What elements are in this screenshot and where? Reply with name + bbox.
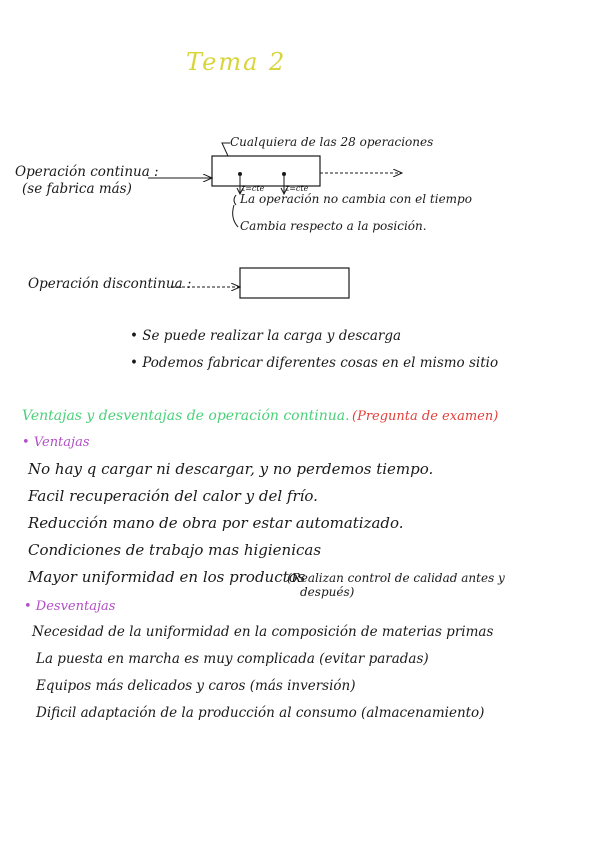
tick-label-2: t=cte bbox=[286, 184, 309, 193]
point-1 bbox=[238, 172, 242, 176]
note-time-invariant: La operación no cambia con el tiempo bbox=[240, 192, 472, 206]
advantage-item: Mayor uniformidad en los productos bbox=[28, 568, 306, 586]
any-operation-label: Cualquiera de las 28 operaciones bbox=[230, 135, 434, 149]
continuous-operation-label: Operación continua : bbox=[15, 164, 159, 180]
discontinuous-operation-box bbox=[240, 268, 349, 298]
disadvantage-item: Necesidad de la uniformidad en la composición de materias primas bbox=[32, 624, 494, 640]
point-2 bbox=[282, 172, 286, 176]
pointer-any-operation bbox=[222, 143, 230, 156]
disadvantages-label: • Desventajas bbox=[24, 599, 116, 614]
continuous-operation-sublabel: (se fabrica más) bbox=[22, 181, 132, 197]
section-heading: Ventajas y desventajas de operación continua. bbox=[22, 408, 350, 424]
exam-note: (Pregunta de examen) bbox=[352, 409, 499, 424]
advantages-label: • Ventajas bbox=[22, 435, 90, 450]
advantage-item: Reducción mano de obra por estar automatizado. bbox=[28, 514, 404, 532]
quality-control-note: (Realizan control de calidad antes y bbox=[287, 571, 505, 585]
bullet-1-text: Se puede realizar la carga y descarga bbox=[142, 328, 402, 344]
bullet-1: • Se puede realizar la carga y descarga bbox=[130, 328, 402, 344]
continuous-operation-box bbox=[212, 156, 320, 186]
bullet-2-text: Podemos fabricar diferentes cosas en el mismo sitio bbox=[142, 355, 499, 371]
advantage-item: Condiciones de trabajo mas higienicas bbox=[28, 541, 322, 559]
disadvantage-item: Dificil adaptación de la producción al consumo (almacenamiento) bbox=[36, 705, 485, 721]
note-1-pointer bbox=[234, 195, 236, 205]
disadvantage-item: La puesta en marcha es muy complicada (evitar paradas) bbox=[36, 651, 429, 667]
disadvantage-item: Equipos más delicados y caros (más inversión) bbox=[36, 678, 356, 694]
advantage-item: Facil recuperación del calor y del frío. bbox=[28, 487, 318, 505]
note-position-change: Cambia respecto a la posición. bbox=[240, 219, 427, 233]
quality-control-note-cont: después) bbox=[300, 585, 355, 599]
advantage-item: No hay q cargar ni descargar, y no perdemos tiempo. bbox=[28, 460, 434, 478]
discontinuous-operation-label: Operación discontinua : bbox=[28, 276, 192, 292]
page-title: Tema 2 bbox=[186, 48, 287, 76]
tick-label-1: t=cte bbox=[242, 184, 265, 193]
note-2-pointer bbox=[233, 205, 238, 227]
bullet-2: • Podemos fabricar diferentes cosas en el mismo sitio bbox=[130, 355, 499, 371]
